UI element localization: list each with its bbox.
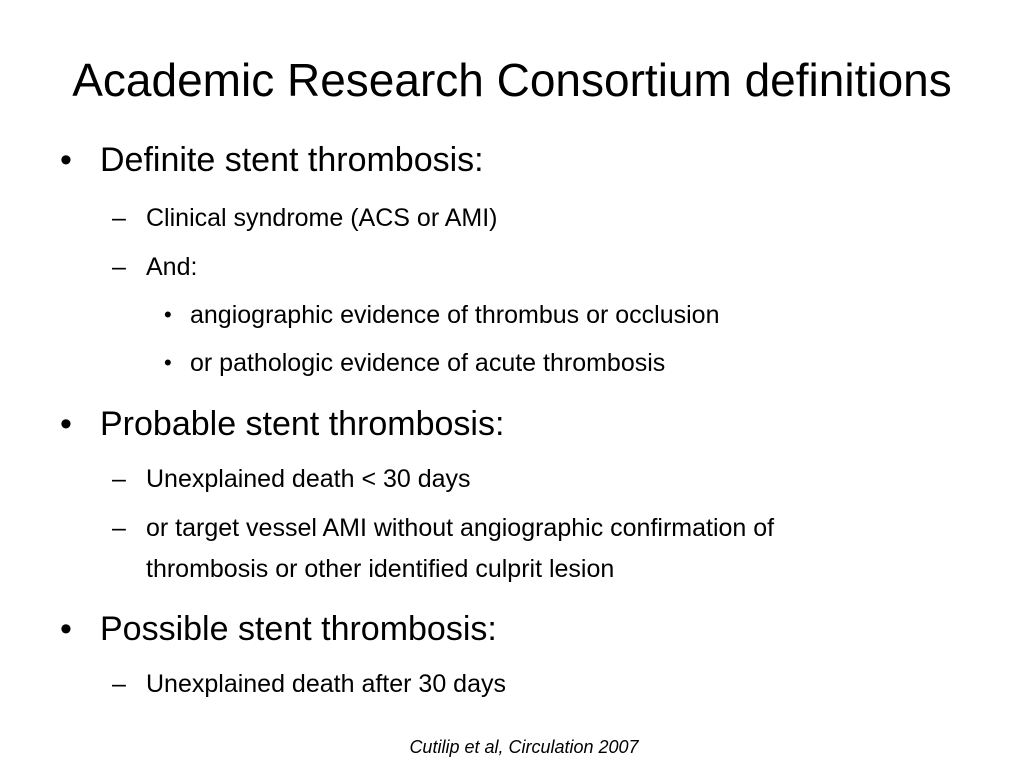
item-unexplained-after: Unexplained death after 30 days	[146, 670, 506, 698]
dash-icon: –	[112, 253, 126, 281]
slide-title: Academic Research Consortium definitions	[72, 54, 952, 106]
item-and: And:	[146, 253, 198, 281]
heading-definite: Definite stent thrombosis:	[100, 141, 484, 179]
item-target-vessel: or target vessel AMI without angiographic confirmation of	[146, 514, 775, 542]
item-pathologic: or pathologic evidence of acute thrombosis	[190, 349, 666, 377]
item-clinical: Clinical syndrome (ACS or AMI)	[146, 204, 498, 232]
item-unexplained-30: Unexplained death < 30 days	[146, 465, 471, 493]
bullet-icon: •	[60, 405, 72, 443]
dash-icon: –	[112, 670, 126, 698]
item-target-vessel-cont: thrombosis or other identified culprit lesion	[146, 555, 615, 583]
item-angiographic: angiographic evidence of thrombus or occlusion	[190, 301, 720, 329]
citation: Cutilip et al, Circulation 2007	[409, 737, 639, 757]
bullet-icon: •	[164, 350, 172, 375]
heading-possible: Possible stent thrombosis:	[100, 610, 497, 648]
bullet-icon: •	[60, 610, 72, 648]
dash-icon: –	[112, 204, 126, 232]
bullet-icon: •	[164, 302, 172, 327]
dash-icon: –	[112, 514, 126, 542]
heading-probable: Probable stent thrombosis:	[100, 405, 505, 443]
dash-icon: –	[112, 465, 126, 493]
bullet-icon: •	[60, 141, 72, 179]
